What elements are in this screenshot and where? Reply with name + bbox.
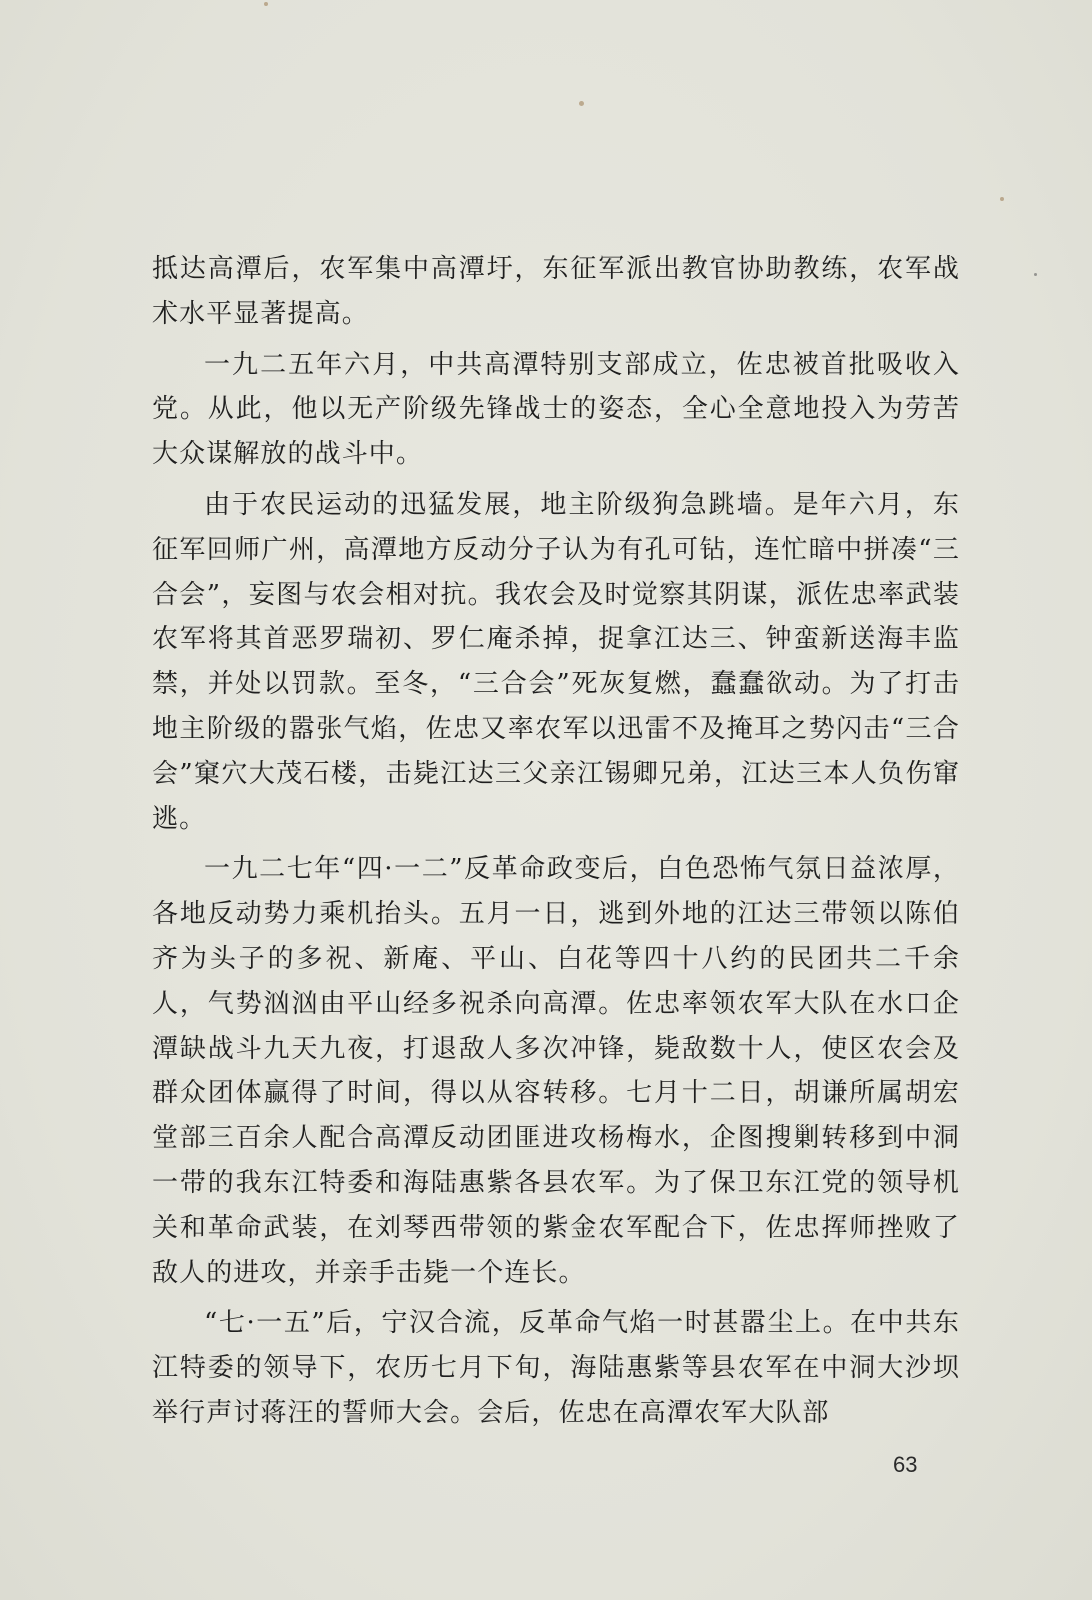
paragraph: 由于农民运动的迅猛发展，地主阶级狗急跳墙。是年六月，东征军回师广州，高潭地方反动分子认为有孔可钻，连忙暗中拼凑“三合会”，妄图与农会相对抗。我农会及时觉察其阴谋，派佐忠率武装农军将其首恶罗瑞初、罗仁庵杀掉，捉拿江达三、钟蛮新送海丰监禁，并处以罚款。至冬，“三合会”死灰复燃，蠢蠢欲动。为了打击地主阶级的嚣张气焰，佐忠又率农军以迅雷不及掩耳之势闪击“三合会”窠穴大茂石楼，击毙江达三父亲江锡卿兄弟，江达三本人负伤窜逃。 (152, 489, 960, 834)
paper-speck (1000, 197, 1004, 201)
paragraph: “七·一五”后，宁汉合流，反革命气焰一时甚嚣尘上。在中共东江特委的领导下，农历七月下旬，海陆惠紫等县农军在中洞大沙坝举行声讨蒋汪的誓师大会。会后，佐忠在高潭农军大队部 (152, 1308, 960, 1428)
page-number: 63 (893, 1452, 918, 1477)
paragraph: 一九二五年六月，中共高潭特别支部成立，佐忠被首批吸收入党。从此，他以无产阶级先锋战士的姿态，全心全意地投入为劳苦大众谋解放的战斗中。 (152, 349, 960, 470)
paragraph: 抵达高潭后，农军集中高潭圩，东征军派出教官协助教练，农军战术水平显著提高。 (152, 254, 960, 329)
paper-speck (1034, 273, 1037, 276)
paragraph: 一九二七年“四·一二”反革命政变后，白色恐怖气氛日益浓厚，各地反动势力乘机抬头。五月一日，逃到外地的江达三带领以陈伯齐为头子的多祝、新庵、平山、白花等四十八约的民团共二千余人，气势汹汹由平山经多祝杀向高潭。佐忠率领农军大队在水口企潭缺战斗九天九夜，打退敌人多次冲锋，毙敌数十人，使区农会及群众团体赢得了时间，得以从容转移。七月十二日，胡谦所属胡宏堂部三百余人配合高潭反动团匪进攻杨梅水，企图搜剿转移到中洞一带的我东江特委和海陆惠紫各县农军。为了保卫东江党的领导机关和革命武装，在刘琴西带领的紫金农军配合下，佐忠挥师挫败了敌人的进攻，并亲手击毙一个连长。 (152, 854, 960, 1288)
body-text (152, 247, 960, 1442)
paper-speck (264, 2, 268, 6)
paper-speck (579, 101, 584, 106)
